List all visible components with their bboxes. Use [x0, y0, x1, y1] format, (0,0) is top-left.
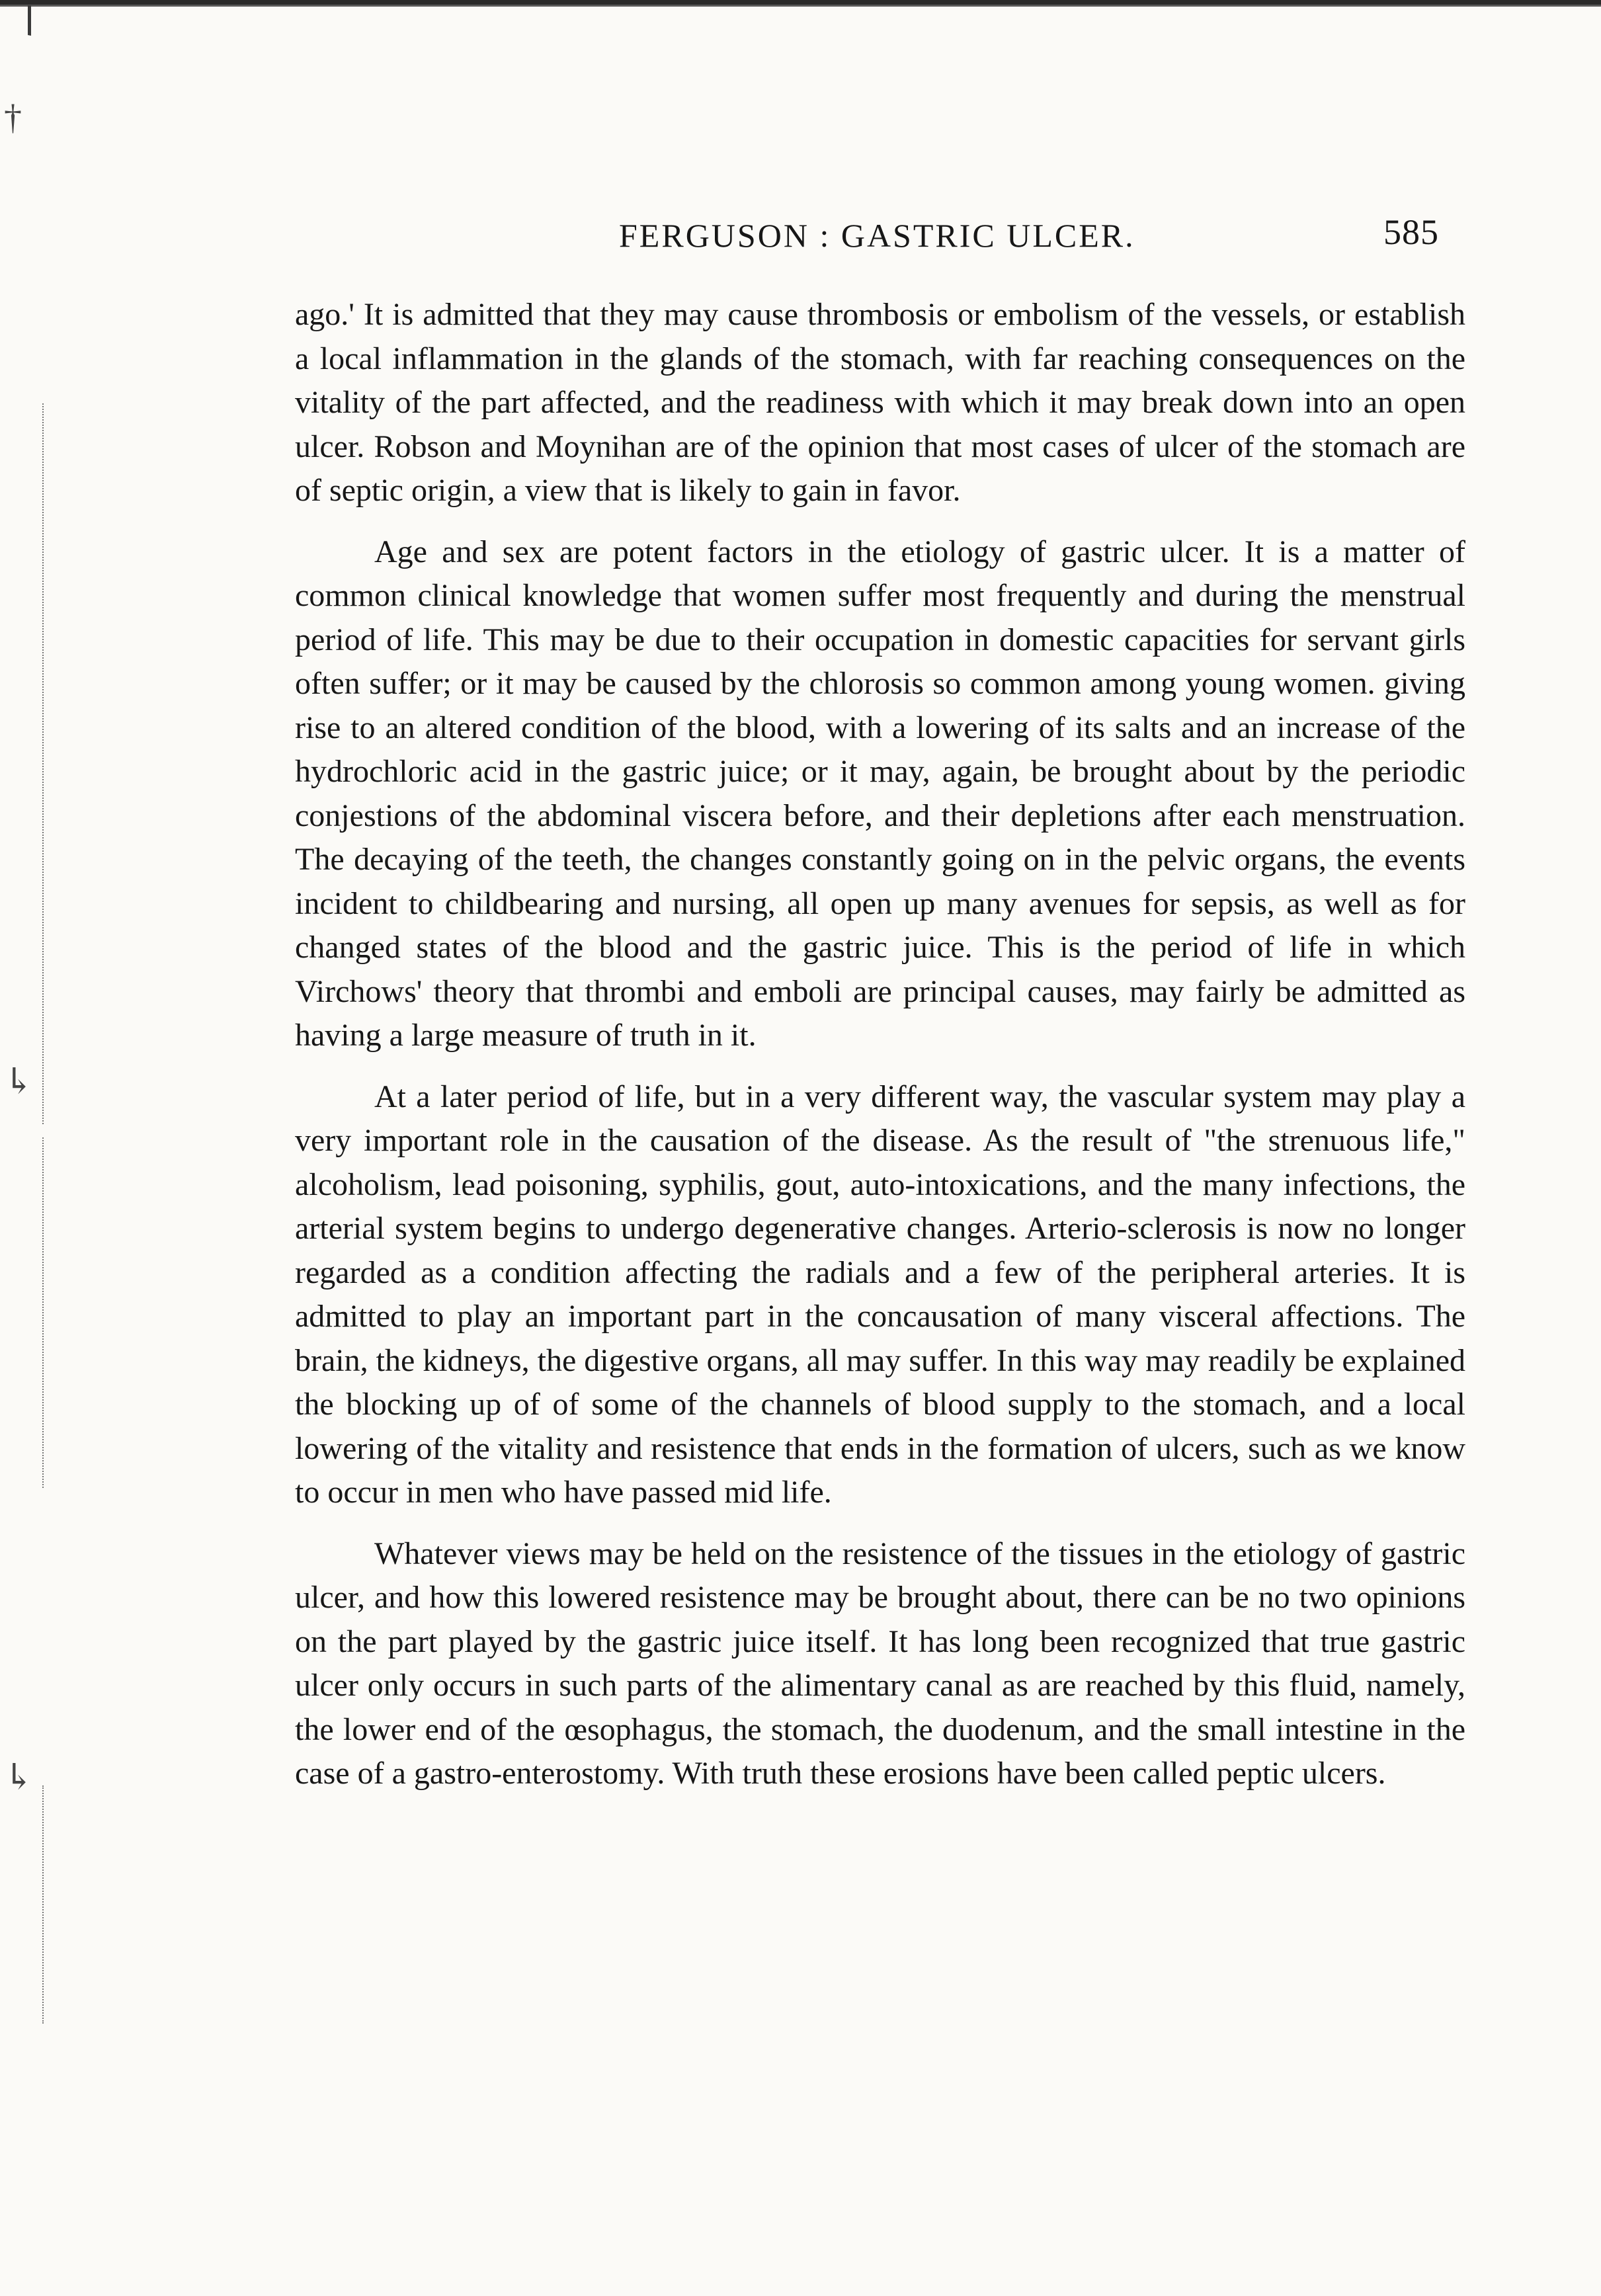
running-head: FERGUSON : GASTRIC ULCER.: [619, 217, 1135, 254]
paragraph: Age and sex are potent factors in the etiology of gastric ulcer. It is a matter of common clinical knowledge that women suffer most frequently and during the menstrual period of life. This may be due to their occupation in domestic capacities for servant girls often suffer; or it may be caused by the chlorosis so common among young women. giving rise to an altered condition of the blood, with a lowering of its salts and an increase of the hydrochloric acid in the gastric juice; or it may, again, be brought about by the periodic conjestions of the abdominal viscera before, and their depletions after each menstruation. The decaying of the teeth, the changes constantly going on in the pelvic organs, the events incident to childbearing and nursing, all open up many avenues for sepsis, as well as for changed states of the blood and the gastric juice. This is the period of life in which Virchows' theory that thrombi and emboli are principal causes, may fairly be admitted as having a large measure of truth in it.: [295, 534, 1465, 1053]
left-page-corner-mark: [0, 5, 31, 36]
binding-edge-mark-upper: [0, 403, 44, 1124]
top-page-rule: [0, 0, 1601, 17]
binding-edge-mark-lower: [0, 1785, 44, 2024]
margin-arrow-icon: ↳: [4, 1757, 34, 1797]
paragraph: Whatever views may be held on the resistence of the tissues in the etiology of gastric ulcer, and how this lowered resistence may be brought about, there can be no two opinions on the part played by the gastric juice itself. It has long been recognized that true gastric ulcer only occurs in such parts of the alimentary canal as are reached by this fluid, namely, the lower end of the œsophagus, the stomach, the duodenum, and the small intestine in the case of a gastro-enterostomy. With truth these erosions have been called peptic ulcers.: [295, 1536, 1465, 1791]
margin-arrow-icon: ↳: [4, 1061, 34, 1101]
body-text: [295, 293, 1465, 1796]
binding-edge-mark-middle: [0, 1137, 44, 1488]
page-number: 585: [1383, 212, 1439, 252]
paragraph: At a later period of life, but in a very different way, the vascular system may play a very important role in the causation of the disease. As the result of "the strenuous life," alcoholism, lead poisoning, syphilis, gout, auto-intoxications, and the many infections, the arterial system begins to undergo degenerative changes. Arterio-sclerosis is now no longer regarded as a condition affecting the radials and a few of the peripheral arteries. It is admitted to play an important part in the concausation of many visceral affections. The brain, the kidneys, the digestive organs, all may suffer. In this way may readily be explained the blocking up of of some of the channels of blood supply to the stomach, and a local lowering of the vitality and resistence that ends in the formation of ulcers, such as we know to occur in men who have passed mid life.: [295, 1079, 1465, 1510]
margin-dagger-icon: †: [4, 97, 22, 137]
paragraph: ago.' It is admitted that they may cause thrombosis or embolism of the vessels, or establish a local inflammation in the glands of the stomach, with far reaching consequences on the vitality of the part affected, and the readiness with which it may break down into an open ulcer. Robson and Moynihan are of the opinion that most cases of ulcer of the stomach are of septic origin, a view that is likely to gain in favor.: [295, 297, 1465, 508]
page-header: [619, 212, 1439, 265]
